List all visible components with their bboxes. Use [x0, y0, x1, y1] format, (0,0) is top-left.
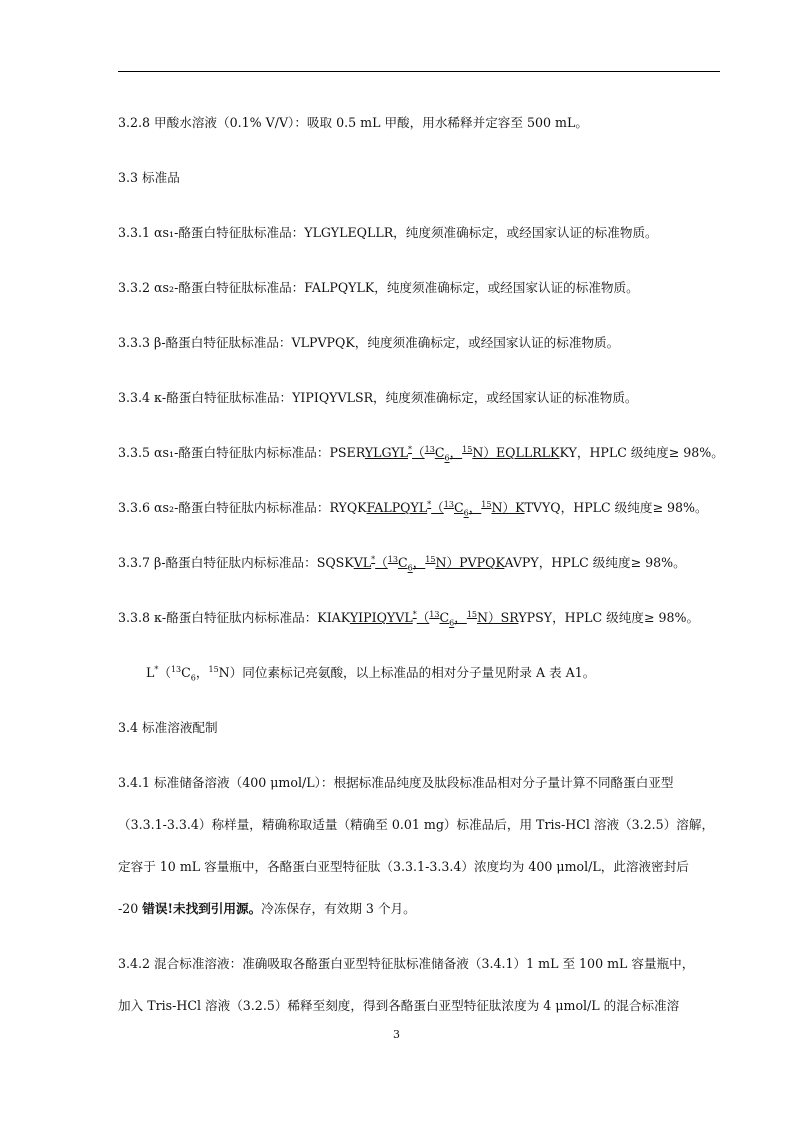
paragraph-3-4-1-line1: 3.4.1 标准储备溶液（400 μmol/L）：根据标准品纯度及肽段标准品相对分子量计算不同酪蛋白亚型	[118, 775, 674, 790]
note-isotope: $L^*(^{13}C_6$，$^{15}$N）同位素标记亮氨酸，以上标准品的相对分子量见附录 A 表 A1。	[146, 664, 596, 683]
paragraph-3-4-2-line2: 加入 Tris-HCl 溶液（3.2.5）稀释至刻度，得到各酪蛋白亚型特征肽浓度为 4 μmol/L 的混合标准溶	[118, 998, 680, 1013]
paragraph-3-3-3: 3.3.3 β-酪蛋白特征肽标准品：VLPVPQK，纯度须准确标定，或经国家认证的标准物质。	[118, 335, 620, 350]
paragraph-3-3-5: 3.3.5 αs₁-酪蛋白特征肽内标标准品：$PSERYLGYL^*(^{13}C_6$，$^{15}$N）EQLLRLKKY，HPLC 级纯度≥ 98%。	[118, 444, 724, 463]
heading-3-3: 3.3 标准品	[118, 170, 180, 185]
header-rule	[118, 71, 720, 72]
paragraph-3-3-1: 3.3.1 αs₁-酪蛋白特征肽标准品：YLGYLEQLLR，纯度须准确标定，或经国家认证的标准物质。	[118, 225, 658, 240]
paragraph-3-3-2: 3.3.2 αs₂-酪蛋白特征肽标准品：FALPQYLK，纯度须准确标定，或经国家认证的标准物质。	[118, 280, 639, 295]
paragraph-3-4-1-line4: -20 错误!未找到引用源。冷冻保存，有效期 3 个月。	[118, 901, 416, 916]
heading-3-4: 3.4 标准溶液配制	[118, 720, 218, 735]
paragraph-3-2-8: 3.2.8 甲酸水溶液（0.1% V/V）：吸取 0.5 mL 甲酸，用水稀释并定容至 500 mL。	[118, 115, 588, 130]
paragraph-3-3-7: 3.3.7 β-酪蛋白特征肽内标标准品：$SQSKVL^*(^{13}C_6$，$^{15}$N）PVPQKAVPY，HPLC 级纯度≥ 98%。	[118, 554, 686, 573]
paragraph-3-3-8: 3.3.8 κ-酪蛋白特征肽内标标准品：$KIAKYIPIQYVL^*(^{13}C_6$，$^{15}$N）SRYPSY，HPLC 级纯度≥ 98%。	[118, 609, 700, 628]
paragraph-3-4-2-line1: 3.4.2 混合标准溶液：准确吸取各酪蛋白亚型特征肽标准储备液（3.4.1）1 mL 至 100 mL 容量瓶中，	[118, 956, 695, 971]
paragraph-3-4-1-line2: （3.3.1-3.3.4）称样量，精确称取适量（精确至 0.01 mg）标准品后，用 Tris-HCl 溶液（3.2.5）溶解，	[118, 817, 715, 832]
paragraph-3-4-1-line3: 定容于 10 mL 容量瓶中，各酪蛋白亚型特征肽（3.3.1-3.3.4）浓度均为 400 μmol/L，此溶液密封后	[118, 859, 689, 874]
paragraph-3-3-4: 3.3.4 κ-酪蛋白特征肽标准品：YIPIQYVLSR，纯度须准确标定，或经国家认证的标准物质。	[118, 390, 638, 405]
reference-error-text: 错误!未找到引用源。	[142, 901, 262, 916]
paragraph-3-3-6: 3.3.6 αs₂-酪蛋白特征肽内标标准品：$RYQKFALPQYL^*(^{13}C_6$，$^{15}$N）KTVYQ，HPLC 级纯度≥ 98%。	[118, 499, 708, 518]
page-number: 3	[393, 1028, 400, 1041]
